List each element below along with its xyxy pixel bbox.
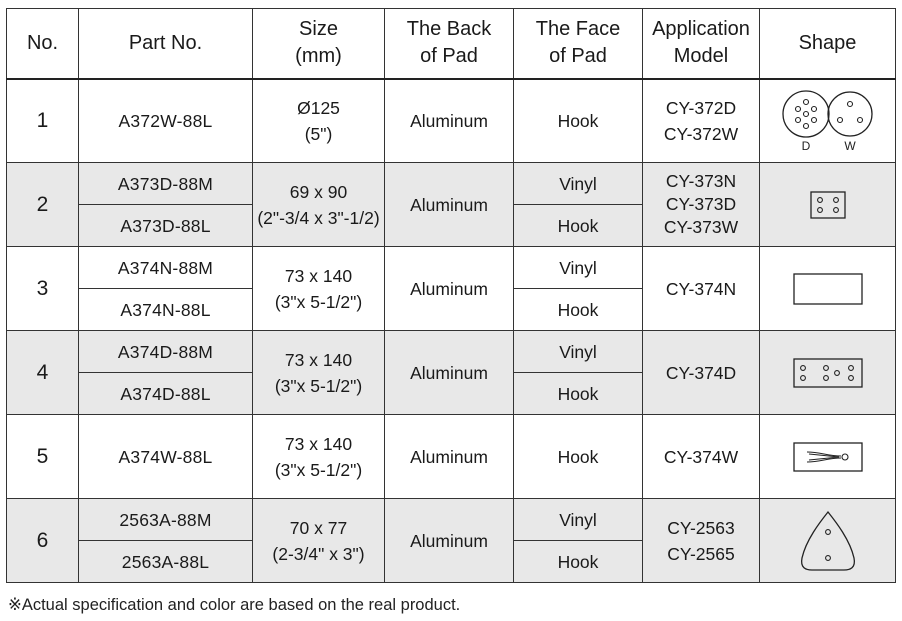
face-of-pad: Vinyl: [514, 331, 643, 373]
table-row-1: [7, 79, 896, 121]
header-application: [643, 9, 760, 79]
face-of-pad: Hook: [514, 373, 643, 415]
face-of-pad: Hook: [514, 415, 643, 499]
application-model: CY-374D: [643, 331, 760, 415]
header-face: [514, 9, 643, 79]
holed-rect-pad-icon: [793, 358, 863, 388]
size-inch: (3"x 5-1/2"): [274, 459, 363, 480]
shape-cell: [760, 331, 896, 415]
row-number: 6: [7, 499, 79, 583]
face-of-pad: Vinyl: [514, 499, 643, 541]
row-number: 3: [7, 247, 79, 331]
header-size: [253, 9, 385, 79]
plain-rect-pad-icon: [793, 273, 863, 305]
header-back: [385, 9, 514, 79]
part-number: A373D-88L: [79, 205, 253, 247]
slot-rect-pad-icon: [793, 442, 863, 472]
size-mm: Ø125: [297, 97, 340, 118]
back-of-pad: Aluminum: [385, 79, 514, 163]
header-back-line1: The Back: [406, 18, 492, 41]
shape-cell: [760, 79, 896, 163]
header-app-line1: Application: [652, 18, 750, 41]
size-inch: (3"x 5-1/2"): [274, 375, 363, 396]
shape-label-w: W: [843, 138, 856, 153]
header-shape: Shape: [760, 9, 896, 79]
size-cell: [253, 79, 385, 163]
shape-cell: [760, 247, 896, 331]
application-model: [643, 163, 760, 247]
face-of-pad: Hook: [514, 205, 643, 247]
model: CY-372D: [665, 97, 737, 118]
part-number: 2563A-88L: [79, 541, 253, 583]
header-row: [7, 9, 896, 79]
face-of-pad: Hook: [514, 541, 643, 583]
part-number: A373D-88M: [79, 163, 253, 205]
row-number: 2: [7, 163, 79, 247]
face-of-pad: Vinyl: [514, 247, 643, 289]
application-model: [643, 79, 760, 163]
header-no: No.: [7, 9, 79, 79]
triangle-pad-icon: [798, 510, 858, 572]
header-face-line2: of Pad: [549, 45, 607, 68]
round-pad-icon: [782, 89, 874, 153]
application-model: [643, 499, 760, 583]
table-row-5: [7, 415, 896, 457]
back-of-pad: Aluminum: [385, 163, 514, 247]
back-of-pad: Aluminum: [385, 499, 514, 583]
part-number: 2563A-88M: [79, 499, 253, 541]
header-face-line1: The Face: [535, 18, 621, 41]
part-number: A374D-88L: [79, 373, 253, 415]
model: CY-373D: [665, 194, 737, 214]
back-of-pad: Aluminum: [385, 415, 514, 499]
header-part-no: Part No.: [79, 9, 253, 79]
back-of-pad: Aluminum: [385, 331, 514, 415]
header-size-line2: (mm): [295, 45, 342, 68]
spec-table: [6, 8, 896, 583]
size-mm: 69 x 90: [289, 181, 348, 202]
face-of-pad: Hook: [514, 79, 643, 163]
shape-cell: [760, 163, 896, 247]
table-row-4: [7, 331, 896, 373]
model: CY-372W: [663, 123, 739, 144]
footnote: ※Actual specification and color are based on the real product.: [8, 596, 461, 614]
model: CY-373N: [665, 171, 737, 191]
part-number: A372W-88L: [79, 79, 253, 163]
table-row-2: [7, 163, 896, 205]
size-cell: [253, 331, 385, 415]
part-number: A374N-88L: [79, 289, 253, 331]
shape-cell: [760, 499, 896, 583]
small-rect-pad-icon: [810, 191, 846, 219]
size-mm: 70 x 77: [289, 517, 348, 538]
size-inch: (3"x 5-1/2"): [274, 291, 363, 312]
row-number: 5: [7, 415, 79, 499]
face-of-pad: Hook: [514, 289, 643, 331]
model: CY-2563: [667, 517, 735, 538]
table-row-6: [7, 499, 896, 541]
part-number: A374D-88M: [79, 331, 253, 373]
model: CY-373W: [663, 217, 739, 237]
row-number: 4: [7, 331, 79, 415]
header-app-line2: Model: [673, 45, 729, 68]
shape-label-d: D: [801, 138, 810, 153]
back-of-pad: Aluminum: [385, 247, 514, 331]
size-cell: [253, 247, 385, 331]
row-number: 1: [7, 79, 79, 163]
part-number: A374N-88M: [79, 247, 253, 289]
size-mm: 73 x 140: [284, 265, 353, 286]
size-cell: [253, 163, 385, 247]
table-row-3: [7, 247, 896, 289]
size-cell: [253, 499, 385, 583]
header-back-line2: of Pad: [420, 45, 478, 68]
application-model: CY-374W: [643, 415, 760, 499]
size-inch: (5"): [304, 123, 333, 144]
application-model: CY-374N: [643, 247, 760, 331]
size-cell: [253, 415, 385, 499]
size-mm: 73 x 140: [284, 433, 353, 454]
model: CY-2565: [667, 543, 735, 564]
header-size-line1: Size: [299, 18, 338, 41]
shape-cell: [760, 415, 896, 499]
size-mm: 73 x 140: [284, 349, 353, 370]
size-inch: (2"-3/4 x 3"-1/2): [257, 207, 380, 228]
size-inch: (2-3/4" x 3"): [272, 543, 365, 564]
face-of-pad: Vinyl: [514, 163, 643, 205]
part-number: A374W-88L: [79, 415, 253, 499]
